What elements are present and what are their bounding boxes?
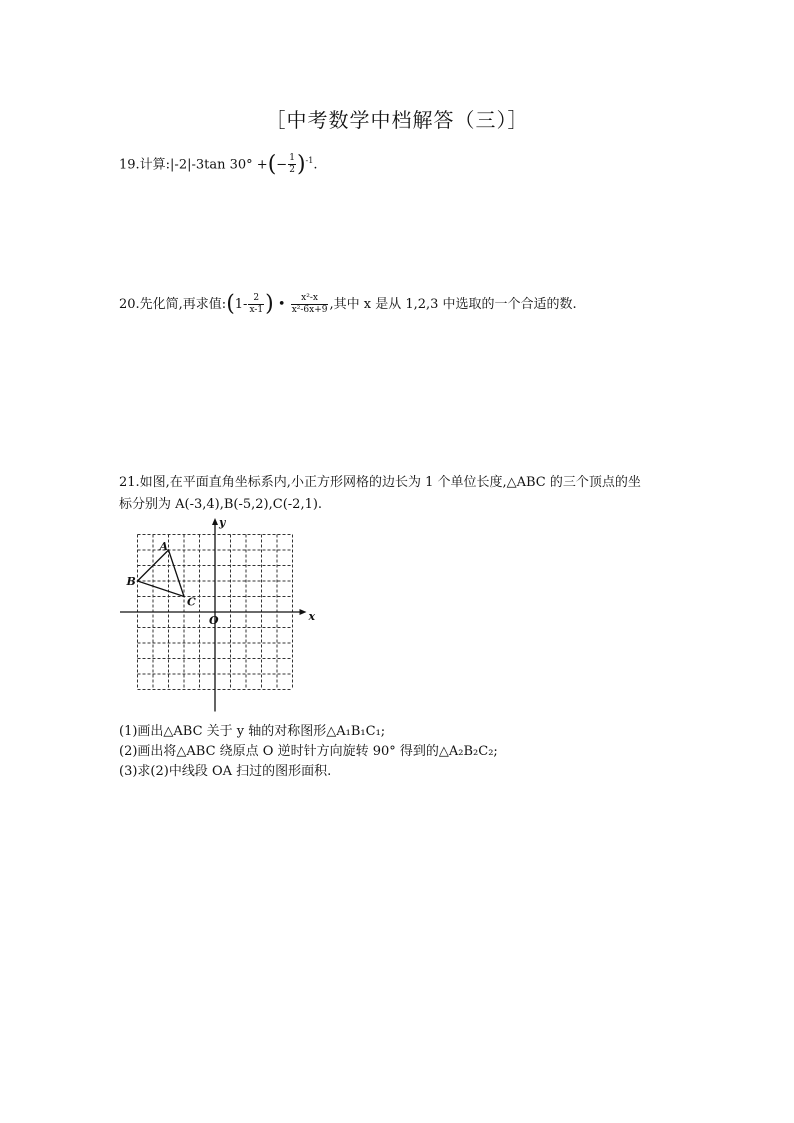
x-axis-label: x (308, 610, 316, 623)
triangle-abc-shape (138, 550, 185, 597)
y-axis-label: y (219, 516, 226, 529)
q21-sub-2: (2)画出将△ABC 绕原点 O 逆时针方向旋转 90° 得到的△A₂B₂C₂; (119, 744, 498, 759)
q20-f2-den: x²-6x+9 (291, 305, 328, 315)
q19-fraction (288, 153, 296, 176)
q20-one-minus: 1- (234, 297, 248, 312)
q21-sub-3: (3)求(2)中线段 OA 扫过的图形面积. (119, 764, 332, 779)
question-19: 19.计算:|-2|-3tan 30° +(− $\frac{1}{2}$ )$^{-1}$. (119, 151, 318, 177)
question-20: 20.先化简,再求值:(1- $\frac{2}{x-1}$ ) • $\frac{\text{x²-x}}{\text{x²-6x+9}}$ ,其中 x 是从 1,2,3 中选取的一个合适的数. (119, 291, 577, 317)
figure-labels (126, 516, 316, 627)
q20-f2-num: x²-x (291, 293, 329, 305)
q19-minus: − (276, 157, 288, 173)
triangle-abc (138, 550, 185, 597)
q21-line-1: 21.如图,在平面直角坐标系内,小正方形网格的边长为 1 个单位长度,△ABC 的三个顶点的坐 (119, 475, 641, 490)
q19-end: . (313, 157, 318, 173)
x-axis-arrow (300, 609, 307, 615)
point-label-a: A (159, 540, 169, 553)
question-21 (119, 472, 679, 516)
q19-prefix: 19.计算:|-2|-3tan 30° + (119, 157, 268, 173)
q20-f1-num: 2 (248, 293, 264, 305)
q20-prefix: 20.先化简,再求值: (119, 297, 227, 312)
page-title: ［中考数学中档解答（三）］ (265, 108, 529, 132)
q21-sub-1: (1)画出△ABC 关于 y 轴的对称图形△A₁B₁C₁; (119, 724, 386, 739)
origin-label: O (209, 614, 219, 627)
q19-frac-num: 1 (289, 153, 295, 164)
q20-f1-den: x-1 (249, 305, 264, 315)
q20-suffix: ,其中 x 是从 1,2,3 中选取的一个合适的数. (329, 297, 577, 312)
q21-line-2: 标分别为 A(-3,4),B(-5,2),C(-2,1). (119, 497, 323, 512)
q19-exponent: -1 (305, 156, 314, 165)
q19-frac-den: 2 (289, 165, 295, 176)
y-axis-arrow (212, 518, 218, 525)
coordinate-figure (118, 515, 318, 720)
q20-fraction-2 (291, 293, 329, 316)
point-label-b: B (126, 575, 136, 588)
q20-fraction-1 (248, 293, 264, 316)
point-label-c: C (187, 595, 196, 609)
q20-dot: • (277, 297, 286, 312)
